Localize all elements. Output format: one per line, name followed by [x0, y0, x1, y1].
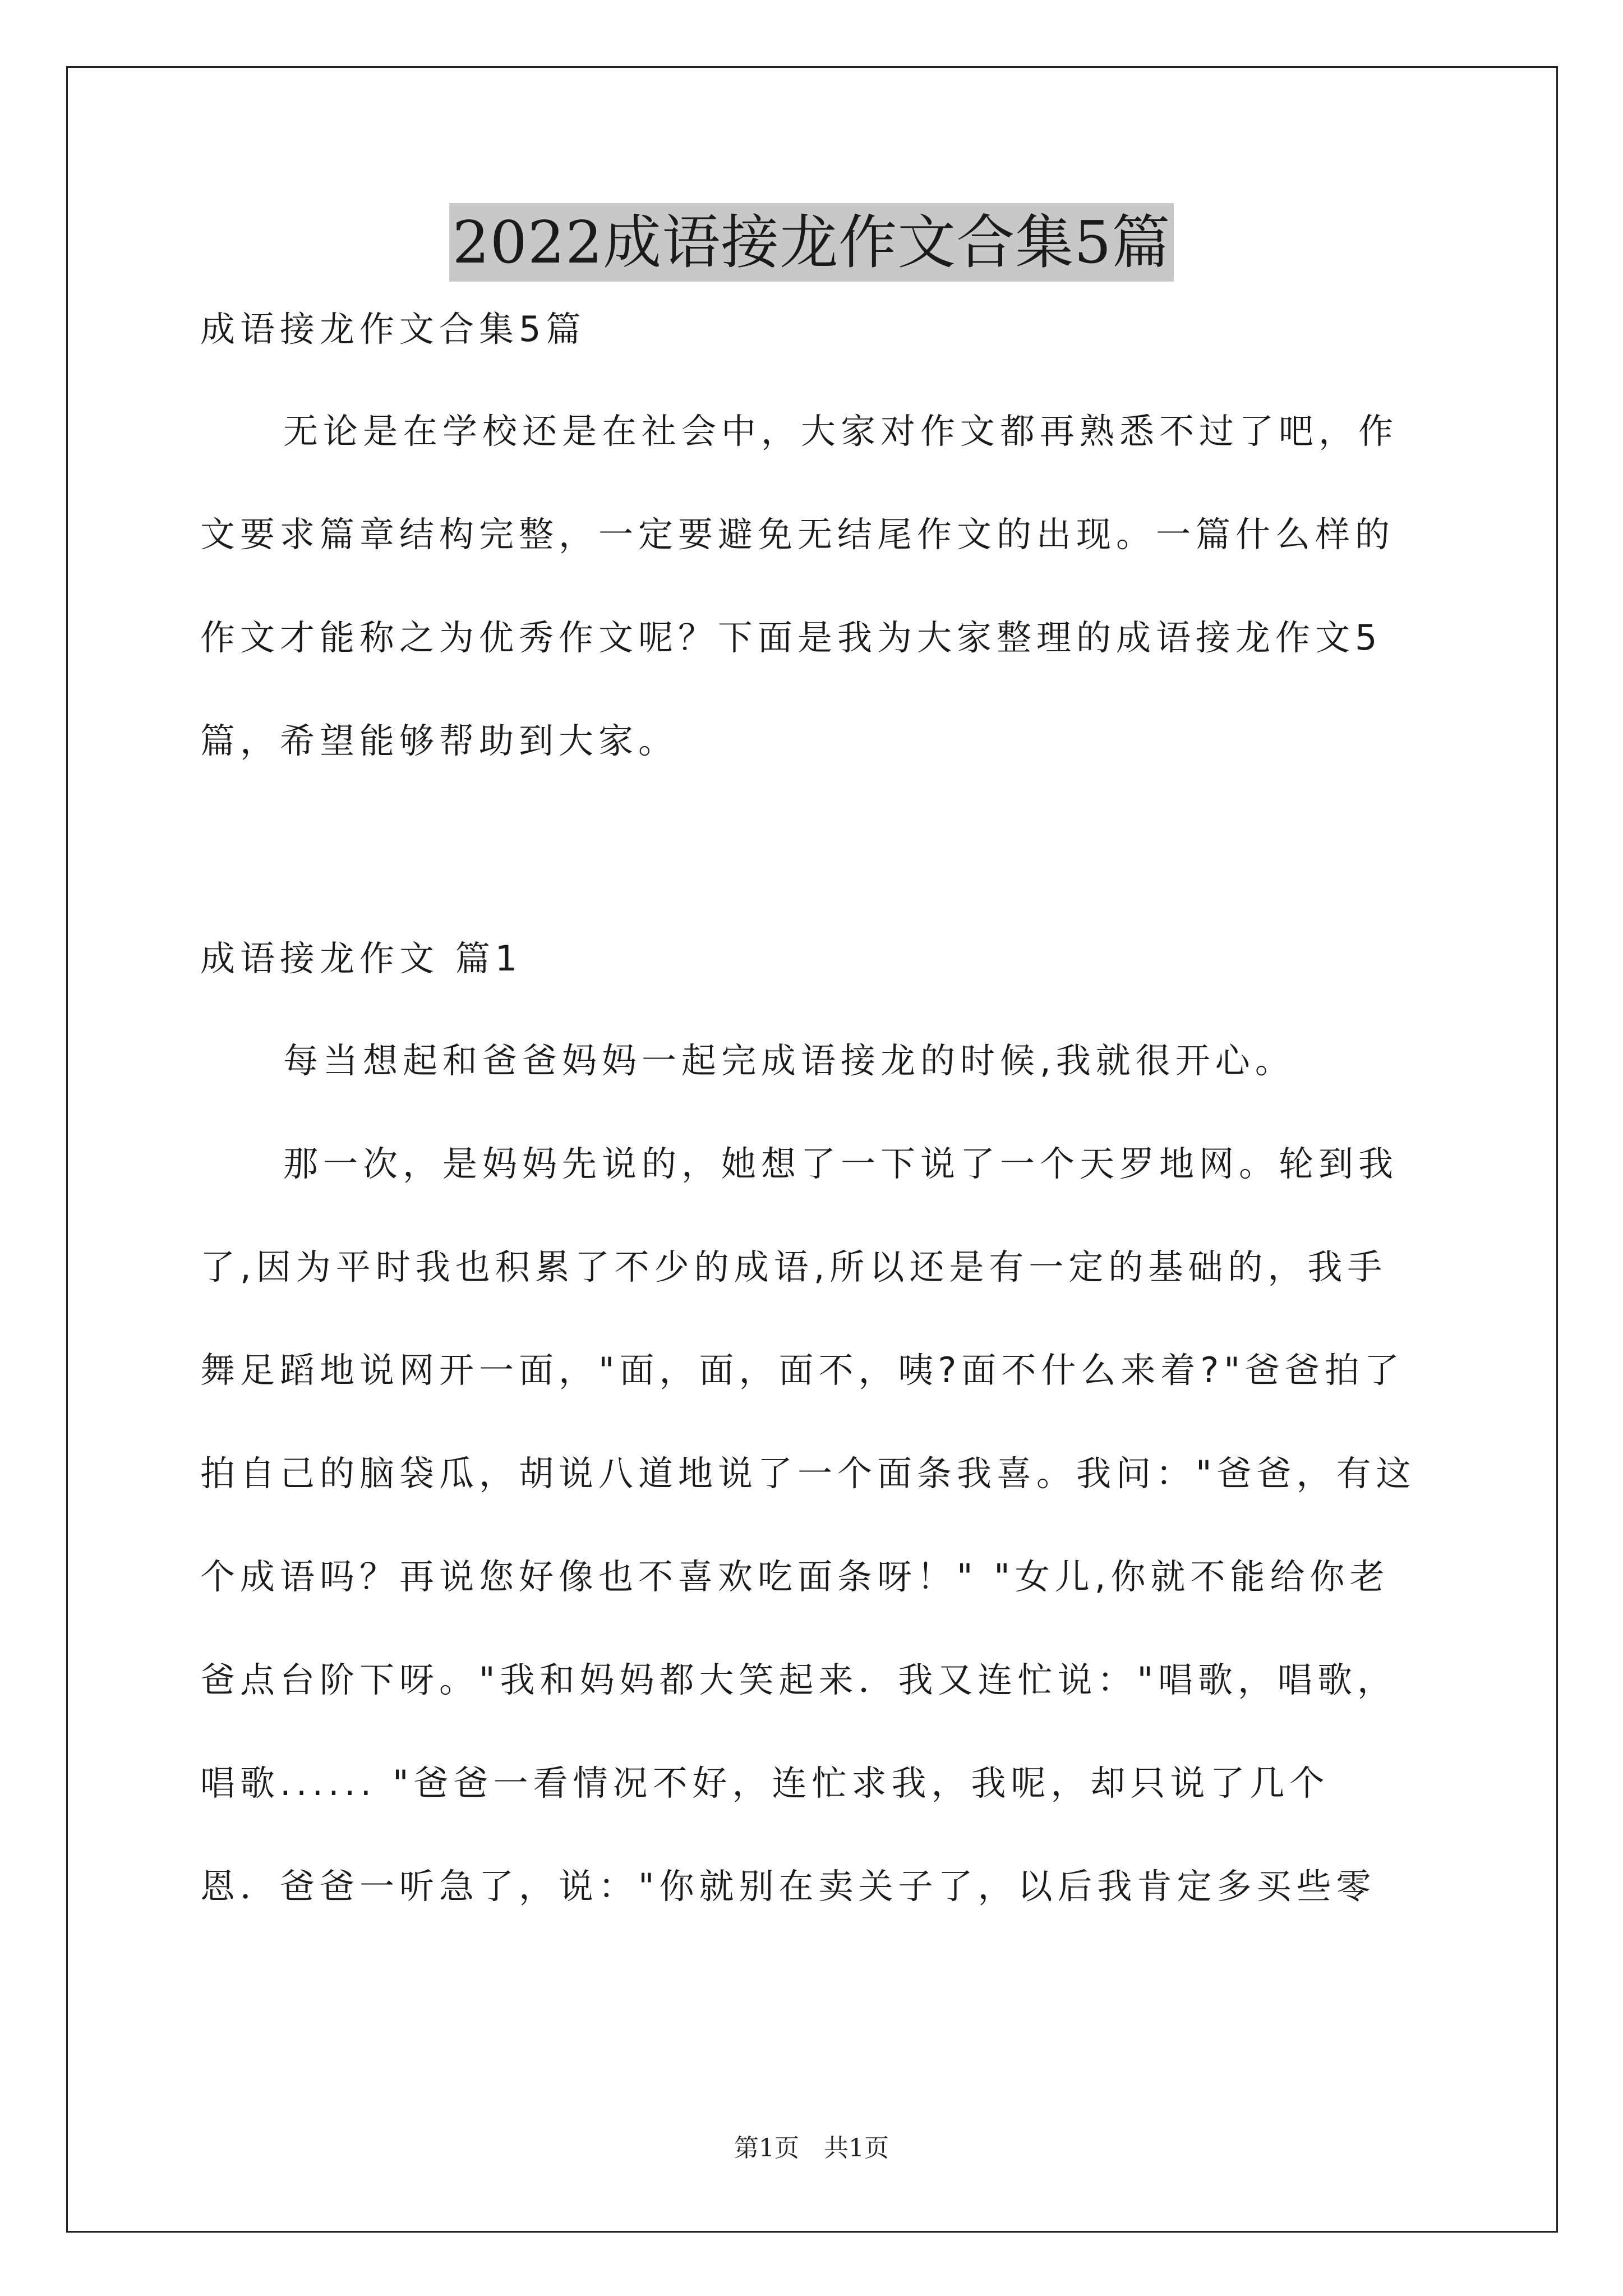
document-body	[200, 310, 1428, 1906]
text-line: 无论是在学校还是在社会中，大家对作文都再熟悉不过了吧，作	[283, 411, 1399, 452]
text-line: 唱歌...... "爸爸一看情况不好，连忙求我，我呢，却只说了几个	[200, 1763, 1330, 1803]
document-subtitle: 成语接龙作文合集5篇	[200, 309, 586, 349]
text-line: 个成语吗？再说您好像也不喜欢吃面条呀！" "女儿,你就不能给你老	[200, 1556, 1390, 1597]
title-container	[0, 203, 1623, 282]
paragraph	[200, 1144, 1428, 1906]
text-line: 文要求篇章结构完整，一定要避免无结尾作文的出现。一篇什么样的	[200, 514, 1395, 555]
text-line: 那一次，是妈妈先说的，她想了一下说了一个天罗地网。轮到我	[283, 1143, 1399, 1184]
document-title: 2022成语接龙作文合集5篇	[449, 203, 1174, 282]
intro-paragraph	[200, 412, 1428, 761]
text-line: 了,因为平时我也积累了不少的成语,所以还是有一定的基础的，我手	[200, 1246, 1387, 1287]
page-footer: 第1页 共1页	[734, 2134, 889, 2162]
text-line: 恩．爸爸一听急了，说："你就别在卖关子了，以后我肯定多买些零	[200, 1866, 1376, 1907]
section-heading: 成语接龙作文 篇1	[200, 938, 523, 979]
text-line: 爸点台阶下呀。"我和妈妈都大笑起来．我又连忙说："唱歌，唱歌，	[200, 1659, 1398, 1700]
text-line: 舞足蹈地说网开一面，"面，面，面不，咦?面不什么来着?"爸爸拍了	[200, 1350, 1404, 1391]
paragraph: 每当想起和爸爸妈妈一起完成语接龙的时候,我就很开心。	[283, 1040, 1295, 1081]
text-line: 拍自己的脑袋瓜，胡说八道地说了一个面条我喜。我问："爸爸，有这	[200, 1453, 1416, 1494]
text-line: 篇，希望能够帮助到大家。	[200, 720, 679, 761]
text-line: 作文才能称之为优秀作文呢？下面是我为大家整理的成语接龙作文5	[200, 617, 1382, 658]
